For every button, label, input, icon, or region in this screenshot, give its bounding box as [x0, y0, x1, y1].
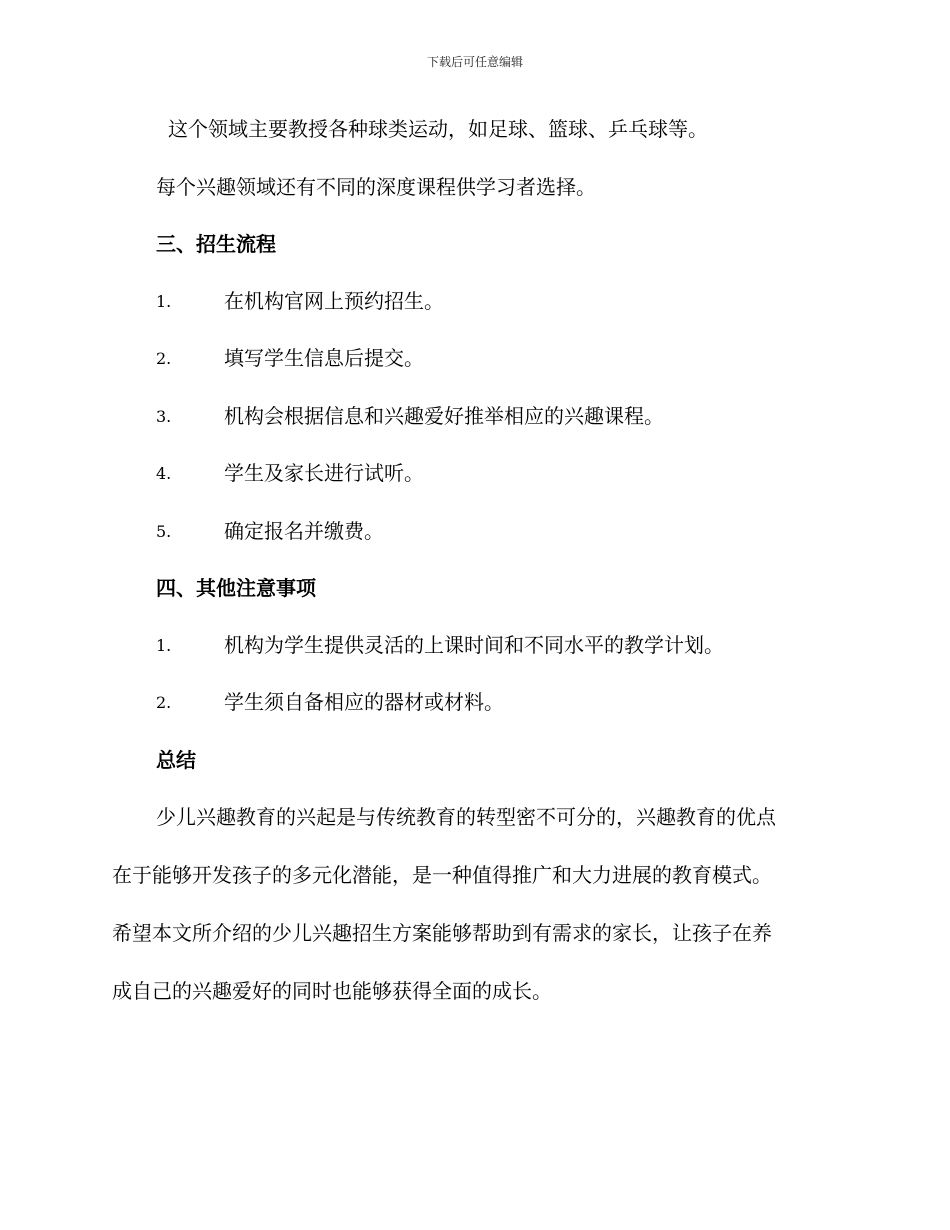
list-item-number: 2. [156, 693, 172, 712]
summary-line: 在于能够开发孩子的多元化潜能，是一种值得推广和大力进展的教育模式。 [112, 863, 772, 887]
summary-line: 成自己的兴趣爱好的同时也能够获得全面的成长。 [112, 979, 552, 1003]
list-item-text: 学生及家长进行试听。 [224, 461, 424, 485]
summary-heading: 总结 [156, 748, 196, 772]
list-item-number: 3. [156, 407, 172, 426]
list-item-number: 5. [156, 522, 172, 541]
list-item-number: 2. [156, 349, 172, 368]
list-item-number: 4. [156, 464, 172, 483]
list-item-text: 确定报名并缴费。 [224, 519, 384, 543]
intro-line-2: 每个兴趣领域还有不同的深度课程供学习者选择。 [156, 175, 596, 199]
summary-line: 少儿兴趣教育的兴起是与传统教育的转型密不可分的，兴趣教育的优点 [156, 805, 776, 829]
page-header: 下载后可任意编辑 [426, 55, 523, 69]
list-item-text: 机构为学生提供灵活的上课时间和不同水平的教学计划。 [224, 633, 724, 657]
intro-line-1: 这个领域主要教授各种球类运动，如足球、篮球、乒乓球等。 [168, 117, 708, 141]
list-item-text: 机构会根据信息和兴趣爱好推举相应的兴趣课程。 [224, 404, 664, 428]
section-4-heading: 四、其他注意事项 [156, 576, 316, 600]
section-3-heading: 三、招生流程 [156, 232, 276, 256]
list-item-text: 填写学生信息后提交。 [224, 346, 424, 370]
list-item-text: 学生须自备相应的器材或材料。 [224, 690, 504, 714]
list-item-number: 1. [156, 292, 172, 311]
list-item-text: 在机构官网上预约招生。 [224, 289, 444, 313]
summary-line: 希望本文所介绍的少儿兴趣招生方案能够帮助到有需求的家长，让孩子在养 [112, 921, 772, 945]
list-item-number: 1. [156, 636, 172, 655]
